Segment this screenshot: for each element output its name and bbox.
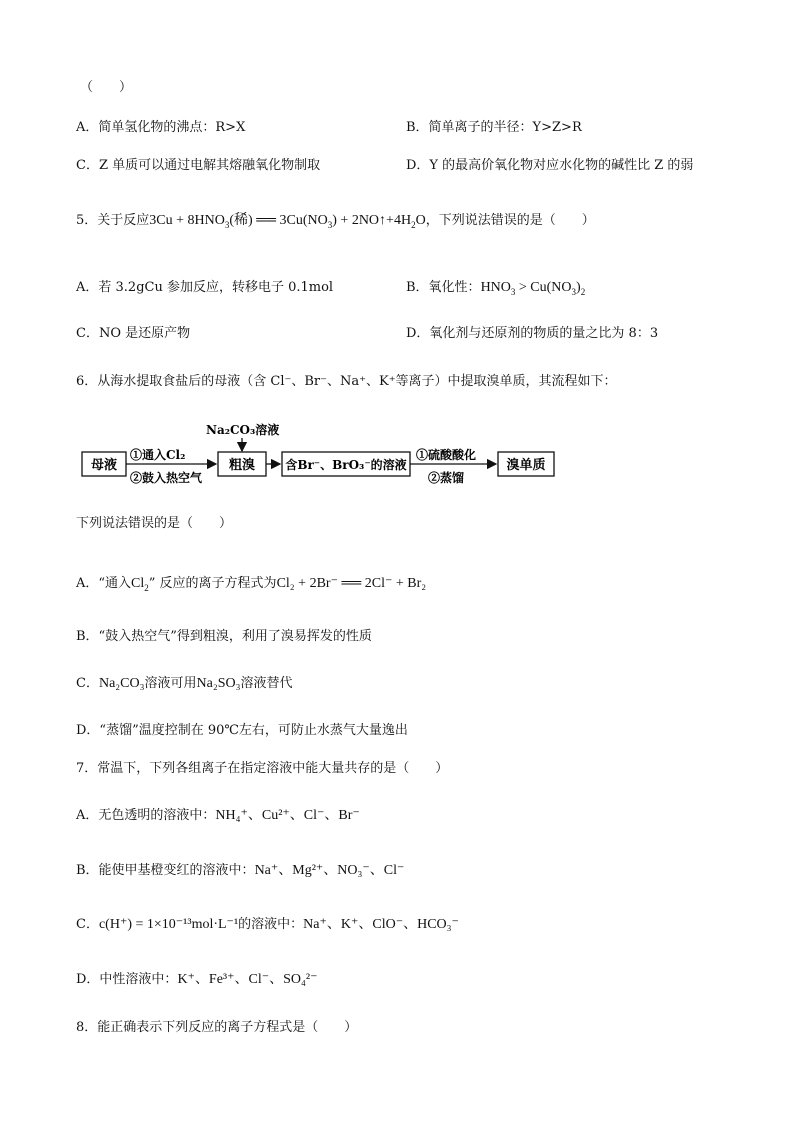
q7-stem: 7．常温下，下列各组离子在指定溶液中能大量共存的是（ ） (76, 761, 449, 776)
q5-stem (76, 211, 595, 231)
q5-option-c: C．NO 是还原产物 (76, 326, 191, 341)
q7-option-a: A．无色透明的溶液中：NH₄⁺、Cu²⁺、Cl⁻、Br⁻ (76, 808, 360, 823)
q6-flowchart (76, 416, 566, 496)
q6-option-a: A．“通入$Cl_2$” 反应的离子方程式为Cl₂ + 2Br⁻ ══ 2Cl⁻ + Br₂ (76, 576, 427, 593)
flow-step-1a: ①通入Cl₂ (130, 448, 186, 462)
flow-box-mother-liquor-label: 母液 (90, 458, 118, 473)
flow-step-3a: ①硫酸酸化 (416, 448, 477, 462)
q7-option-d: D．中性溶液中：K⁺、Fe³⁺、Cl⁻、SO₄²⁻ (76, 972, 318, 987)
q5-option-a: A．若 3.2gCu 参加反应，转移电子 0.1mol (76, 280, 334, 295)
q5-prefix: 5．关于反应 (76, 213, 150, 228)
q5-equation: $3Cu + 8HNO_3$(稀) ══ $3Cu(NO_3)$ + $2NO↑+4H_2O$ (149, 213, 426, 230)
question-paren: （ ） (80, 80, 133, 95)
q4-option-d: D．Y 的最高价氧化物对应水化物的碱性比 Z 的弱 (406, 158, 694, 173)
flow-step-3b: ②蒸馏 (428, 471, 465, 485)
q4-option-b: B．简单离子的半径：Y>Z>R (406, 120, 582, 135)
flow-box-solution-label: 含Br⁻、BrO₃⁻的溶液 (285, 458, 407, 472)
q6-stem: 6．从海水提取食盐后的母液（含 Cl⁻、Br⁻、Na⁺、K⁺等离子）中提取溴单质，其流程如下： (76, 374, 617, 389)
q4-option-c: C．Z 单质可以通过电解其熔融氧化物制取 (76, 158, 321, 173)
flow-box-crude-bromine-label: 粗溴 (228, 458, 256, 473)
q5-option-b: B．氧化性：$HNO_3 > Cu(NO_3)_2$ (406, 280, 586, 297)
q6-option-d: D．“蒸馏”温度控制在 90℃左右，可防止水蒸气大量逸出 (76, 723, 408, 738)
q5-option-d: D．氧化剂与还原剂的物质的量之比为 8：3 (406, 326, 659, 341)
flow-reagent: Na₂CO₃溶液 (206, 423, 280, 437)
q7-option-c: C．c(H⁺) = 1×10⁻¹³mol·L⁻¹的溶液中：Na⁺、K⁺、ClO⁻、HCO₃⁻ (76, 917, 459, 932)
q4-option-a: A．简单氢化物的沸点：R>X (76, 120, 246, 135)
q5-suffix: ，下列说法错误的是（ ） (425, 213, 595, 228)
q6-ask: 下列说法错误的是（ ） (76, 516, 233, 531)
q6-option-b: B．“鼓入热空气”得到粗溴，利用了溴易挥发的性质 (76, 629, 372, 644)
flow-box-bromine-label: 溴单质 (506, 458, 546, 473)
q7-option-b: B．能使甲基橙变红的溶液中：Na⁺、Mg²⁺、NO₃⁻、Cl⁻ (76, 863, 405, 878)
q8-stem: 8．能正确表示下列反应的离子方程式是（ ） (76, 1020, 358, 1035)
q6-option-c: C．Na₂CO₃溶液可用Na₂SO₃溶液替代 (76, 676, 293, 691)
flow-step-1b: ②鼓入热空气 (130, 471, 203, 485)
